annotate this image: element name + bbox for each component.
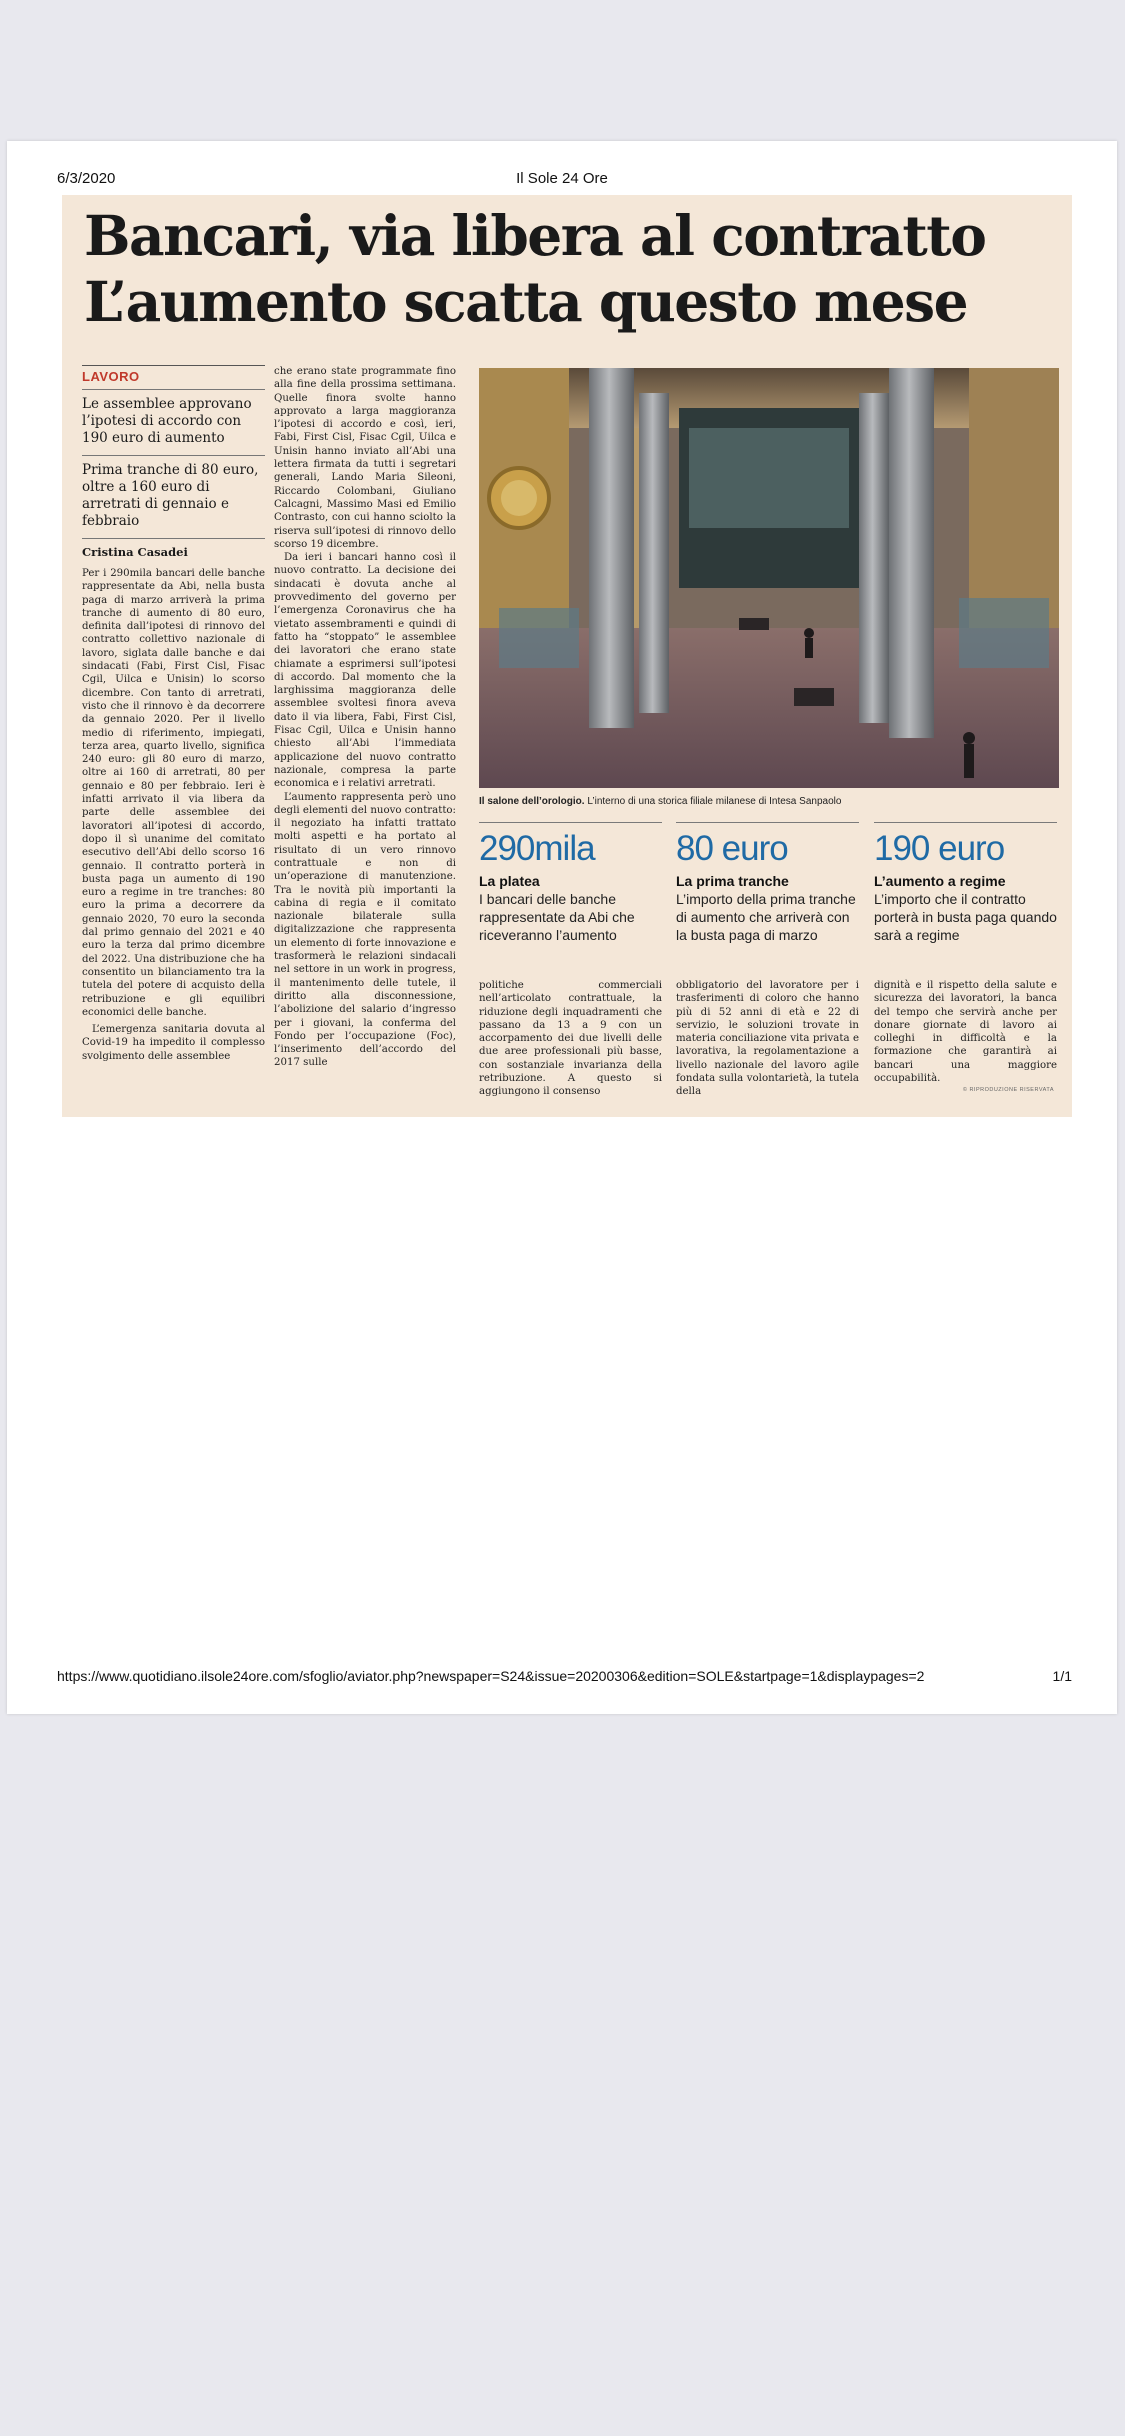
caption-text: L’interno di una storica filiale milanese di Intesa Sanpaolo <box>587 796 842 807</box>
key-figure-description: L’importo che il contratto porterà in busta paga quando sarà a regime <box>874 891 1057 943</box>
article-column-4 <box>676 979 859 1099</box>
key-figure <box>676 822 859 944</box>
key-figure-number: 290mila <box>479 829 595 868</box>
key-figure-label: L’aumento a regime <box>874 873 1006 889</box>
summary-1: Le assemblee approvano l’ipotesi di accordo con 190 euro di aumento <box>82 389 265 455</box>
body-paragraph: che erano state programmate fino alla fine della prossima settimana. Quelle finora svolte hanno approvato a larga maggioranza l’ipotesi di accordo e così, ieri, Fabi, First Cisl, Fisac Cgil, Uilca e Unisin hanno inviato all’Abi una lettera firmata da tutti i segretari generali, Lando Maria Sileoni, Riccardo Colombani, Giuliano Calcagni, Massimo Masi ed Emilio Contrasto, con cui hanno sciolto la riserva sull’ipotesi di rinnovo dello scorso 19 dicembre. <box>274 366 456 550</box>
key-figure-description: I bancari delle banche rappresentate da Abi che riceveranno l’aumento <box>479 891 635 943</box>
key-figure-label: La platea <box>479 873 540 889</box>
key-figure <box>479 822 662 944</box>
body-paragraph: Da ieri i bancari hanno così il nuovo contratto. La decisione dei sindacati è dovuta anche al provvedimento del governo per l’emergenza Coronavirus che ha vietato assembramenti e quindi di fatto ha “stoppato” le assemblee dei lavoratori che erano state chiamate a esprimersi sull’ipotesi di accordo. Dal momento che la larghissima maggioranza delle assemblee svoltesi finora aveva dato il via libera, Fabi, First Cisl, Fisac Cgil, Uilca e Unisin hanno chiesto all’Abi l’immediata applicazione del nuovo contratto nazionale, compresa la parte economica e i relativi arretrati. <box>274 552 456 790</box>
print-sheet <box>7 141 1117 1714</box>
summary-2: Prima tranche di 80 euro, oltre a 160 euro di arretrati di gennaio e febbraio <box>82 455 265 538</box>
body-paragraph: Per i 290mila bancari delle banche rappresentate da Abi, nella busta paga di marzo arriverà la prima tranche di aumento di 80 euro, definita dall’ipotesi di rinnovo del contratto collettivo nazionale di lavoro, siglata dalle banche e dai sindacati (Fabi, First Cisl, Fisac Cgil, Uilca e Unisin) lo scorso dicembre. Con tanto di arretrati, visto che il rinnovo è da decorrere da gennaio 2020. Per il livello medio di riferimento, impiegati, terza area, quarto livello, significa 240 euro: gli 80 euro di marzo, oltre ai 160 di arretrati, 80 per gennaio e 80 per febbraio. Ieri è infatti arrivato il via libera da parte delle assemblee dei lavoratori all’ipotesi di accordo, dopo il sì unanime del comitato esecutivo dell’Abi dello scorso 16 gennaio. Il contratto porterà in busta paga un aumento di 190 euro a regime in tre tranches: 80 euro la prima a decorrere da gennaio 2020, 70 euro la seconda dal primo gennaio del 2021 e 40 euro la terza dal primo dicembre del 2022. Una distribuzione che ha consentito un bilanciamento tra la tutela del potere di acquisto della retribuzione e gli equilibri economici delle banche. <box>82 568 265 1018</box>
copyright-notice: © RIPRODUZIONE RISERVATA <box>962 1087 1054 1093</box>
print-header <box>57 170 1067 190</box>
print-source: Il Sole 24 Ore <box>516 170 608 187</box>
key-figure-description: L’importo della prima tranche di aumento che arriverà con la busta paga di marzo <box>676 891 856 943</box>
page-count: 1/1 <box>1052 1668 1072 1684</box>
key-figure-number: 190 euro <box>874 829 1005 868</box>
headline-line-1: Bancari, via libera al contratto <box>84 203 986 268</box>
bank-hall-illustration <box>479 368 1059 788</box>
headline-line-2: L’aumento scatta questo mese <box>84 269 968 334</box>
caption-title: Il salone dell’orologio. <box>479 796 585 807</box>
photo-caption <box>479 796 1059 807</box>
newspaper-clipping <box>62 195 1072 1117</box>
body-paragraph: obbligatorio del lavoratore per i trasferimenti di coloro che hanno più di 52 anni di età e 22 di servizio, le soluzioni trovate in materia conciliazione vita privata e lavorativa, la regolamentazione a livello nazionale del lavoro agile fondata sulla volontarietà, la tutela della <box>676 980 859 1098</box>
body-paragraph: L’emergenza sanitaria dovuta al Covid-19 ha impedito il complesso svolgimento delle assemblee <box>82 1024 265 1062</box>
print-footer <box>57 1668 1072 1688</box>
key-figure <box>874 822 1057 944</box>
body-paragraph: dignità e il rispetto della salute e sicurezza dei lavoratori, la banca del tempo che servirà anche per donare giornate di lavoro ai colleghi in difficoltà e la formazione che garantirà ai bancari una maggiore occupabilità. <box>874 980 1057 1085</box>
author-byline: Cristina Casadei <box>82 538 265 563</box>
print-date: 6/3/2020 <box>57 170 116 187</box>
body-paragraph: politiche commerciali nell’articolato contrattuale, la riduzione degli inquadramenti che passano da 13 a 9 con un accorpamento dei due livelli delle due aree professionali più basse, con sostanziale invarianza della retribuzione. A questo si aggiungono il consenso <box>479 980 662 1098</box>
article-column-3 <box>479 979 662 1099</box>
key-figure-label: La prima tranche <box>676 873 789 889</box>
body-paragraph: L’aumento rappresenta però uno degli elementi del nuovo contratto: il negoziato ha infatti trattato molti aspetti e ha portato al risultato di un vero rinnovo contrattuale e non di un’operazione di manutenzione. Tra le novità più importanti la cabina di regia e il comitato nazionale bilaterale sulla digitalizzazione che rappresenta un elemento di forte innovazione e trasformerà le relazioni sindacali nel settore in un work in progress, il mantenimento delle tutele, il diritto alla disconnessione, l’abolizione del salario d’ingresso per i giovani, la conferma del Fondo per l’occupazione (Foc), l’inserimento dell’accordo del 2017 sulle <box>274 791 456 1069</box>
bank-hall-photo <box>479 368 1059 788</box>
article-headline <box>84 203 1054 335</box>
article-column-2 <box>274 365 456 1070</box>
section-rubric: LAVORO <box>82 365 265 389</box>
key-figure-number: 80 euro <box>676 829 788 868</box>
article-column-5 <box>874 979 1057 1085</box>
source-url: https://www.quotidiano.ilsole24ore.com/sfoglio/aviator.php?newspaper=S24&issue=20200306&edition=SOLE&startpage=1&displaypages=2 <box>57 1668 925 1684</box>
article-column-1 <box>82 365 265 1063</box>
key-figures <box>479 822 1059 952</box>
